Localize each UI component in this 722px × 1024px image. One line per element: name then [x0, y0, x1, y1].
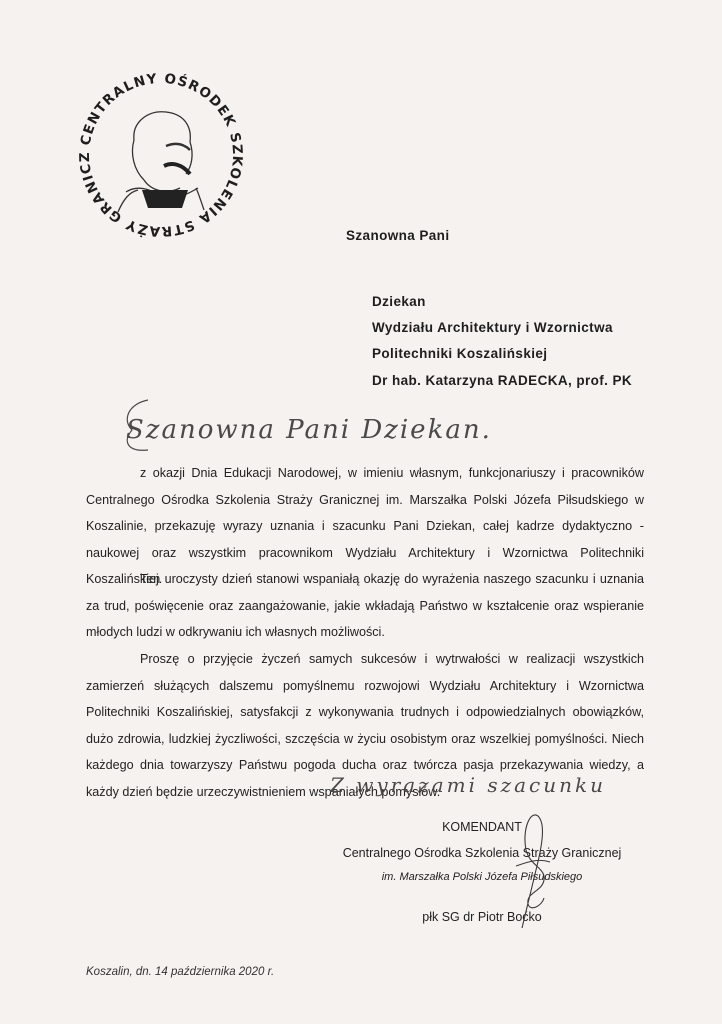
signatory-title: KOMENDANT: [442, 820, 522, 834]
recipient-line: Dr hab. Katarzyna RADECKA, prof. PK: [372, 373, 633, 388]
signatory-unit: Centralnego Ośrodka Szkolenia Straży Granicznej: [342, 846, 622, 860]
body-paragraph: [86, 566, 644, 646]
body-paragraph-text: z okazji Dnia Edukacji Narodowej, w imieniu własnym, funkcjonariuszy i pracowników Centralnego Ośrodka Szkolenia Straży Granicznej im. Marszałka Polski Józefa Piłsudskiego w Koszalinie, przekazuję wyrazy uznania i szacunku Pani Dziekan, całej kadrze dydaktyczno - naukowej oraz wszystkim pracownikom Wydziału Architektury i Wzornictwa Politechniki Koszalińskiej.: [86, 466, 644, 586]
document-date: Koszalin, dn. 14 października 2020 r.: [86, 966, 275, 978]
body-paragraph-text: Proszę o przyjęcie życzeń samych sukcesów i wytrwałości w realizacji wszystkich zamierzeń służących dalszemu pomyślnemu rozwojowi Wydziału Architektury i Wzornictwa Politechniki Koszalińskiej, satysfakcji z wykonywania trudnych i odpowiedzialnych obowiązków, dużo zdrowia, ludzkiej życzliwości, szczęścia w życiu osobistym oraz wszelkiej pomyślności. Niech każdego dnia towarzyszy Państwu pogoda ducha oraz twórcza pasja przekazywania wiedzy, a każdy dzień będzie urzeczywistnieniem wspaniałych pomysłów.: [86, 652, 644, 799]
institution-seal: [68, 62, 254, 248]
handwritten-signature: [492, 810, 562, 930]
signatory-patron: im. Marszałka Polski Józefa Piłsudskiego: [381, 871, 583, 883]
handwritten-salutation: [118, 396, 538, 456]
handwritten-closing: [330, 762, 630, 812]
recipient-line: Politechniki Koszalińskiej: [372, 346, 548, 361]
signatory-name: płk SG dr Piotr Boćko: [422, 910, 542, 924]
handwritten-closing-text: Z wyrazami szacunku: [330, 773, 607, 797]
recipient-line: Dziekan: [372, 294, 426, 309]
handwritten-salutation-text: Szanowna Pani Dziekan.: [126, 415, 492, 445]
recipient-line: Wydziału Architektury i Wzornictwa: [372, 320, 613, 335]
body-paragraph-text: Ten uroczysty dzień stanowi wspaniałą okazję do wyrażenia naszego szacunku i uznania za trud, poświęcenie oraz zaangażowanie, jakie wkładają Państwo w kształcenie oraz wspieranie młodych ludzi w odkrywaniu ich własnych możliwości.: [86, 572, 644, 639]
svg-text:CENTRALNY OŚRODEK SZKOLENIA ST: CENTRALNY OŚRODEK SZKOLENIA STRAŻY GRANICZ: [76, 70, 246, 240]
portrait-seal-icon: [68, 62, 254, 248]
greeting: Szanowna Pani: [346, 228, 450, 243]
